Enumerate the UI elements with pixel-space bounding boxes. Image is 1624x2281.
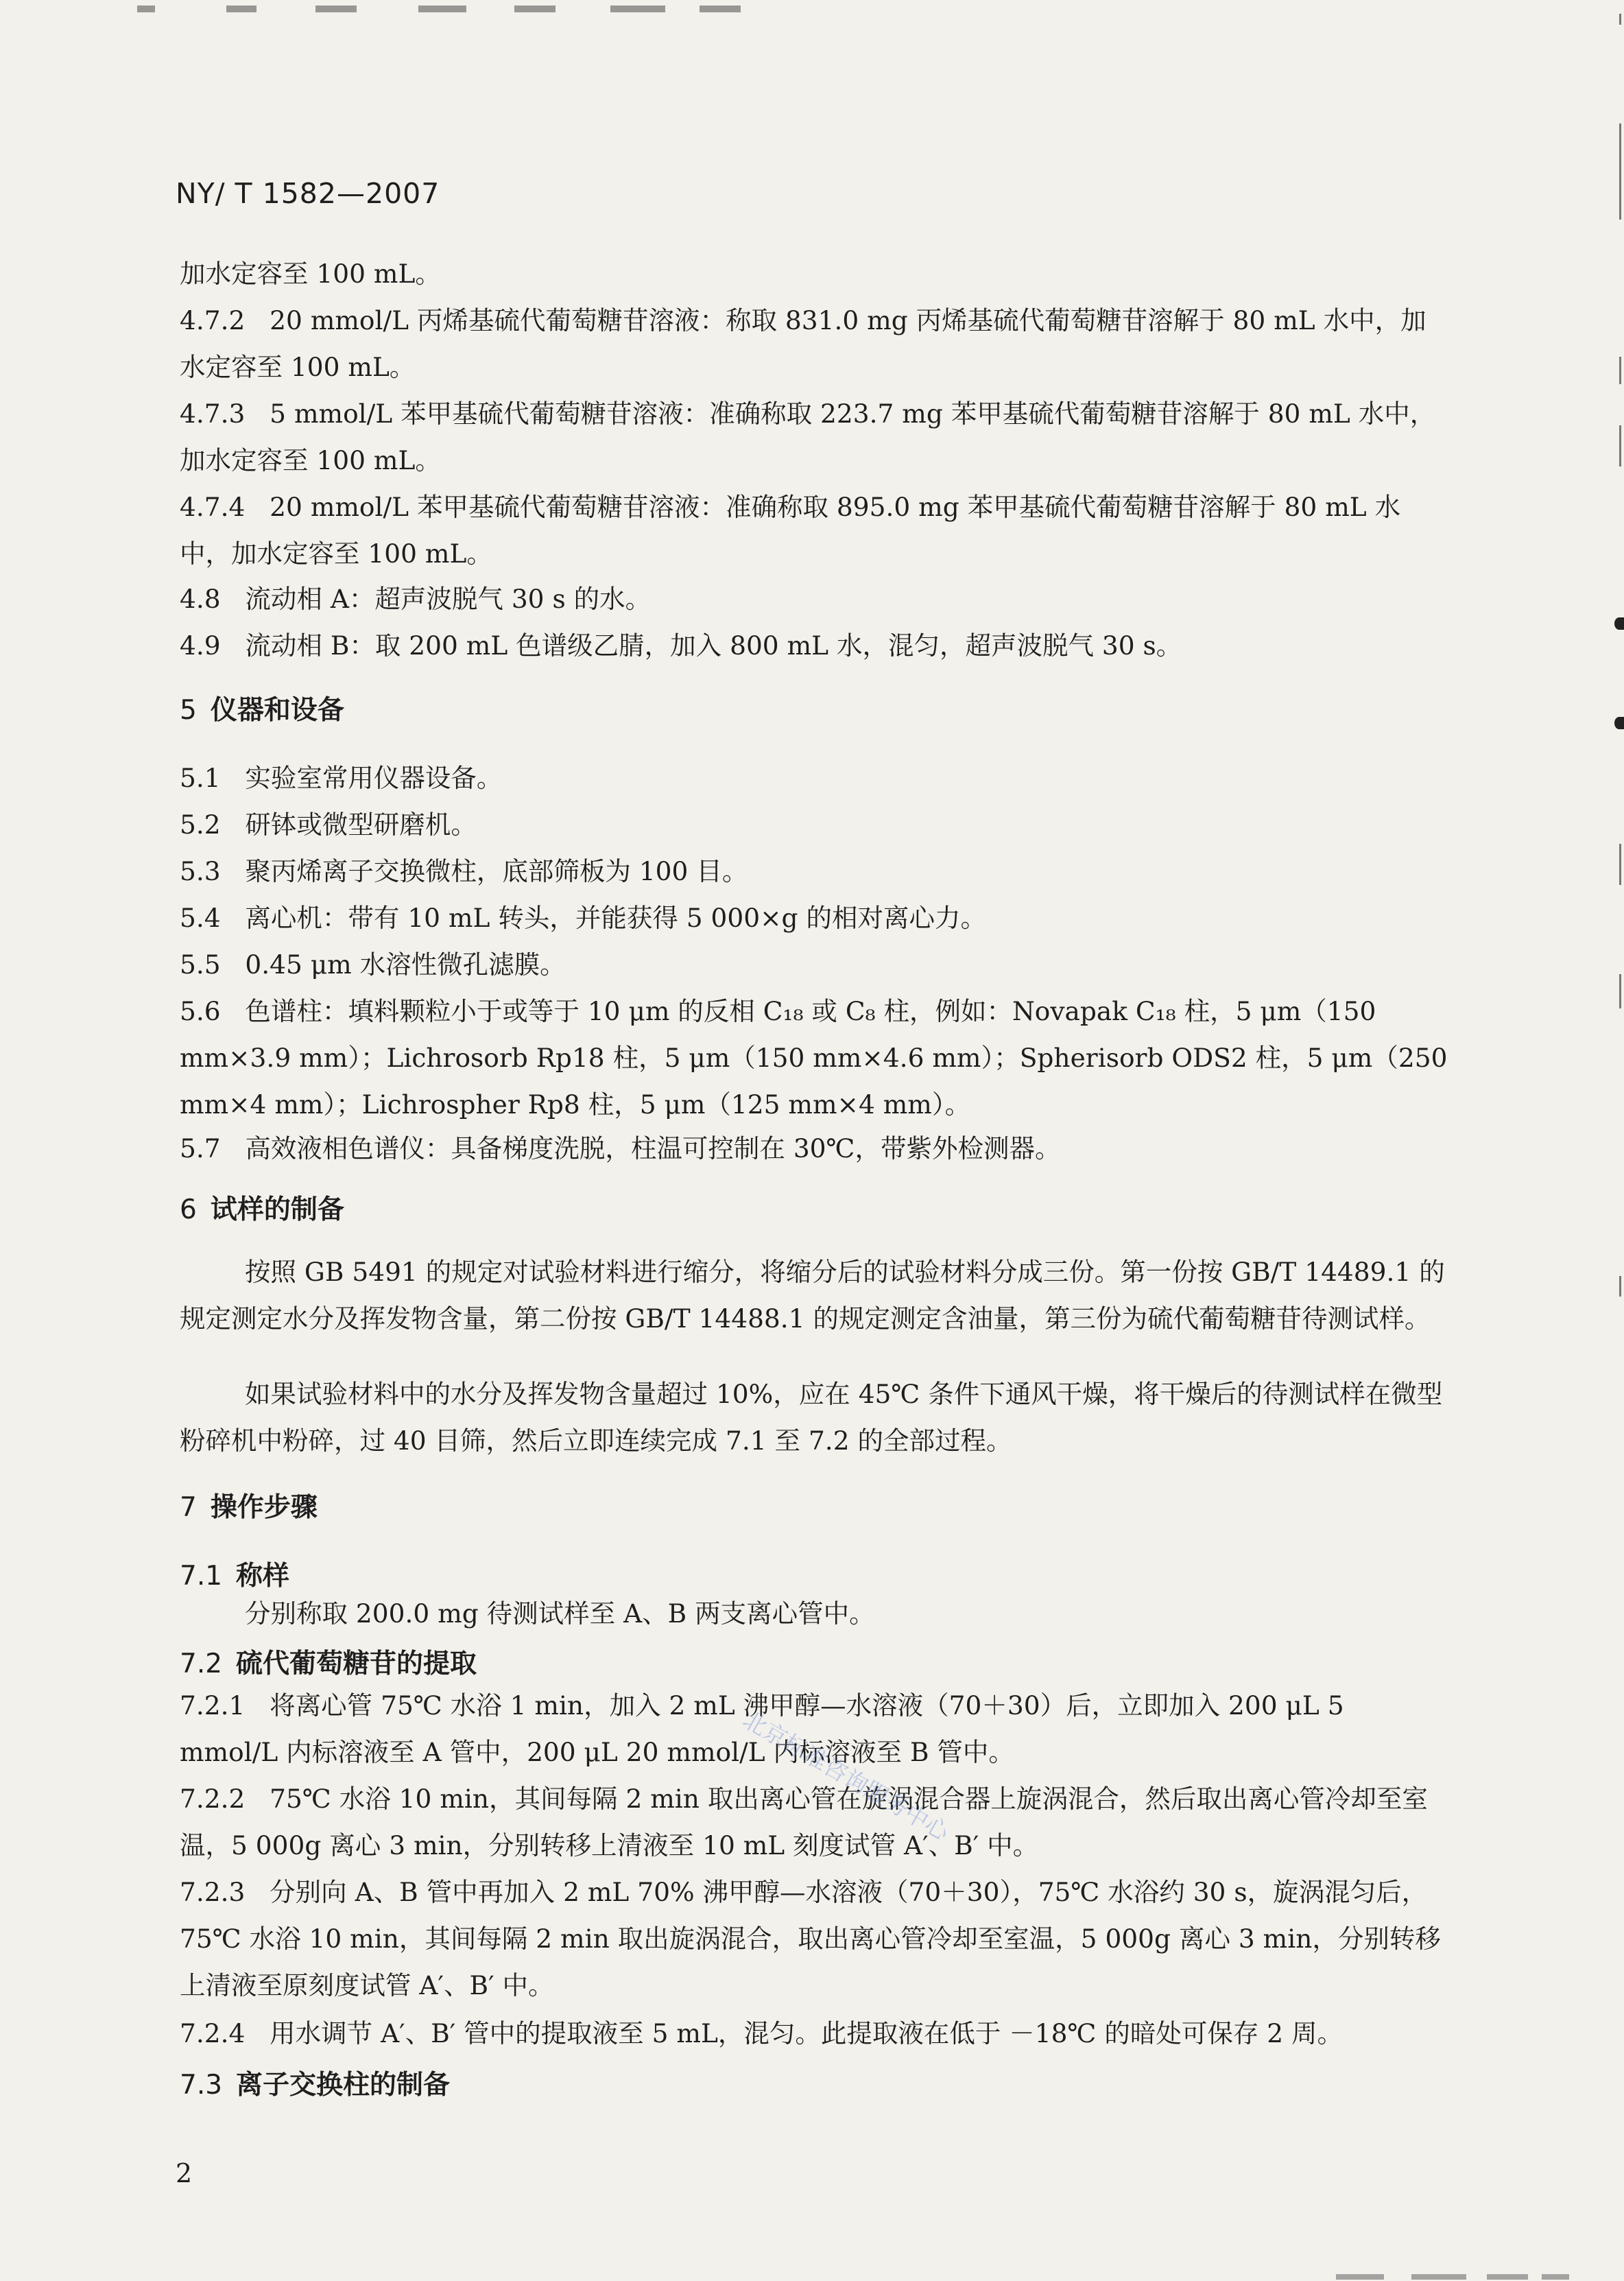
section-7-1-heading (180, 1555, 289, 1593)
paragraph-continuation: 加水定容至 100 mL。 (180, 259, 441, 289)
clause-5-4: 5.4 离心机：带有 10 mL 转头，并能获得 5 000×g 的相对离心力。 (180, 903, 986, 933)
section-title: 操作步骤 (210, 1492, 318, 1523)
section-title: 试样的制备 (210, 1194, 344, 1225)
section-title: 硫代葡萄糖苷的提取 (236, 1648, 477, 1679)
section-7-heading (180, 1486, 318, 1524)
clause-4-7-3: 4.7.3 5 mmol/L 苯甲基硫代葡萄糖苷溶液：准确称取 223.7 mg 苯甲基硫代葡萄糖苷溶解于 80 mL 水中，加水定容至 100 mL。 (180, 399, 1436, 475)
clause-4-7-2: 4.7.2 20 mmol/L 丙烯基硫代葡萄糖苷溶液：称取 831.0 mg 丙烯基硫代葡萄糖苷溶解于 80 mL 水中，加水定容至 100 mL。 (180, 305, 1426, 382)
section-7-3-heading (180, 2064, 450, 2102)
clause-5-6: 5.6 色谱柱：填料颗粒小于或等于 10 μm 的反相 C₁₈ 或 C₈ 柱，例如：Novapak C₁₈ 柱，5 μm（150 mm×3.9 mm）；Lichrosorb Rp18 柱，5 μm（150 mm×4.6 mm）；Spherisorb ODS2 柱，5 μm（250 mm×4 mm）；Lichrospher Rp8 柱，5 μm（125 mm×4 mm）。 (180, 996, 1456, 1120)
section-title: 仪器和设备 (210, 695, 344, 726)
section-number: 7 (180, 1492, 197, 1523)
clause-5-5: 5.5 0.45 μm 水溶性微孔滤膜。 (180, 949, 566, 980)
section-number: 6 (180, 1194, 197, 1225)
clause-7-2-4: 7.2.4 用水调节 A′、B′ 管中的提取液至 5 mL，混匀。此提取液在低于 －18℃ 的暗处可保存 2 周。 (180, 2018, 1344, 2048)
clause-7-2-3: 7.2.3 分别向 A、B 管中再加入 2 mL 70% 沸甲醇—水溶液（70＋30），75℃ 水浴约 30 s，旋涡混匀后，75℃ 水浴 10 min，其间每隔 2 min 取出旋涡混合，取出离心管冷却至室温，5 000g 离心 3 min，分别转移上清液至原刻度试管 A′、B′ 中。 (180, 1877, 1441, 2000)
clause-4-9: 4.9 流动相 B：取 200 mL 色谱级乙腈，加入 800 mL 水，混匀，超声波脱气 30 s。 (180, 630, 1182, 661)
scan-edge-marks (1608, 0, 1624, 2281)
section-number: 7.2 (180, 1648, 223, 1679)
section-6-heading (180, 1188, 344, 1227)
scan-artifact-bottom (1336, 2270, 1583, 2281)
clause-4-7-4: 4.7.4 20 mmol/L 苯甲基硫代葡萄糖苷溶液：准确称取 895.0 mg 苯甲基硫代葡萄糖苷溶解于 80 mL 水中，加水定容至 100 mL。 (180, 492, 1401, 569)
clause-4-8: 4.8 流动相 A：超声波脱气 30 s 的水。 (180, 584, 652, 614)
document-header: NY/ T 1582—2007 (176, 177, 440, 210)
page-number: 2 (176, 2158, 193, 2188)
section-5-heading (180, 689, 344, 727)
section-title: 称样 (236, 1561, 290, 1592)
scan-dot-mark (1614, 617, 1624, 630)
section-title: 离子交换柱的制备 (236, 2070, 451, 2101)
section-number: 5 (180, 695, 197, 726)
section-7-2-heading (180, 1642, 477, 1681)
paragraph-drying: 如果试验材料中的水分及挥发物含量超过 10%，应在 45℃ 条件下通风干燥，将干燥后的待测试样在微型粉碎机中粉碎，过 40 目筛，然后立即连续完成 7.1 至 7.2 的全部过程。 (180, 1379, 1443, 1456)
clause-5-7: 5.7 高效液相色谱仪：具备梯度洗脱，柱温可控制在 30℃，带紫外检测器。 (180, 1133, 1061, 1163)
paragraph-sample-division: 按照 GB 5491 的规定对试验材料进行缩分，将缩分后的试验材料分成三份。第一份按 GB/T 14489.1 的规定测定水分及挥发物含量，第二份按 GB/T 14488.1 的规定测定含油量，第三份为硫代葡萄糖苷待测试样。 (180, 1257, 1445, 1334)
clause-5-3: 5.3 聚丙烯离子交换微柱，底部筛板为 100 目。 (180, 856, 748, 886)
clause-5-2: 5.2 研钵或微型研磨机。 (180, 809, 477, 840)
section-number: 7.3 (180, 2070, 223, 2101)
clause-5-1: 5.1 实验室常用仪器设备。 (180, 763, 503, 793)
watermark-stamp: 北京标准咨询服务中心 (738, 1705, 954, 1847)
clause-7-2-2: 7.2.2 75℃ 水浴 10 min，其间每隔 2 min 取出离心管在旋涡混合器上旋涡混合，然后取出离心管冷却至室温，5 000g 离心 3 min，分别转移上清液至 10 mL 刻度试管 A′、B′ 中。 (180, 1784, 1428, 1860)
section-number: 7.1 (180, 1561, 223, 1592)
scan-dot-mark (1614, 717, 1624, 729)
paragraph-weigh: 分别称取 200.0 mg 待测试样至 A、B 两支离心管中。 (245, 1598, 875, 1629)
clause-7-2-1: 7.2.1 将离心管 75℃ 水浴 1 min，加入 2 mL 沸甲醇—水溶液（70＋30）后，立即加入 200 μL 5 mmol/L 内标溶液至 A 管中，200 μL 20 mmol/L 内标溶液至 B 管中。 (180, 1690, 1352, 1767)
scan-artifact-top (130, 0, 775, 18)
